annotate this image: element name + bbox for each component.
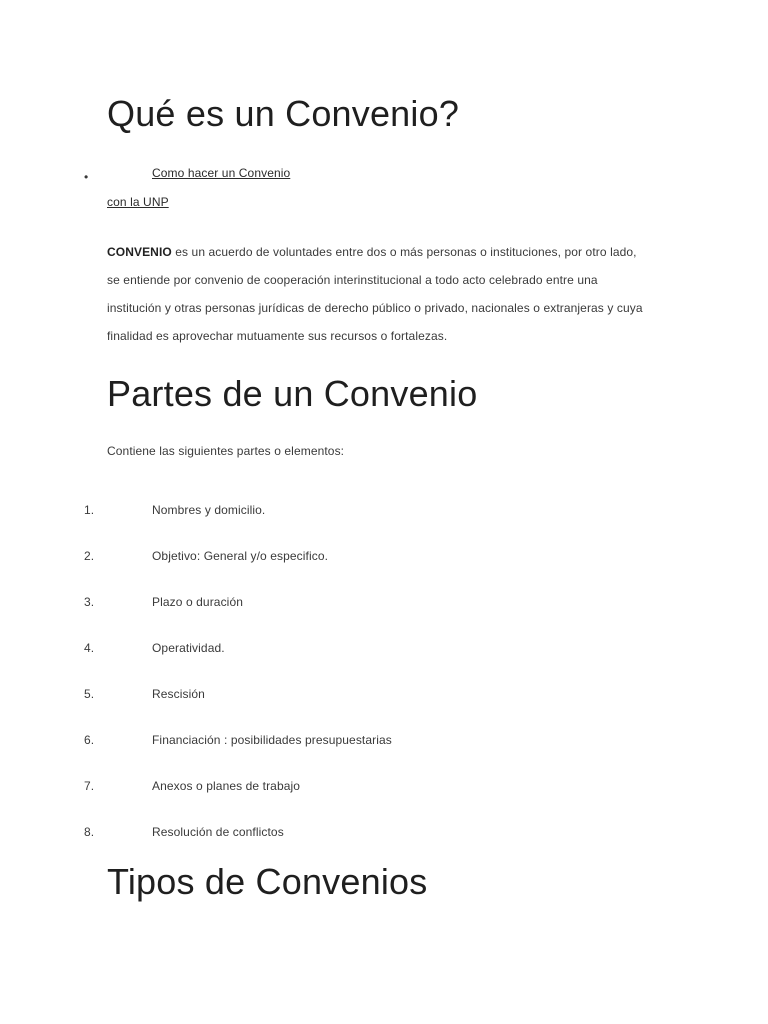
list-item-text: Operatividad. [152, 641, 225, 655]
list-item-number: 8. [84, 825, 95, 839]
list-item-text: Plazo o duración [152, 595, 243, 609]
definition-paragraph [107, 238, 677, 350]
list-item-text: Resolución de conflictos [152, 825, 284, 839]
list-item-number: 5. [84, 687, 95, 701]
bullet-marker: • [84, 170, 89, 184]
list-item-text: Rescisión [152, 687, 205, 701]
link-con-la-unp[interactable]: con la UNP [107, 195, 169, 209]
list-item-number: 3. [84, 595, 95, 609]
list-item-text: Nombres y domicilio. [152, 503, 266, 517]
list-item-number: 1. [84, 503, 95, 517]
paragraph-line-1 [107, 238, 677, 266]
heading-partes-de-un-convenio: Partes de un Convenio [107, 373, 478, 414]
heading-que-es-un-convenio: Qué es un Convenio? [107, 93, 460, 134]
list-item-text: Anexos o planes de trabajo [152, 779, 301, 793]
paragraph-bold-term: CONVENIO [107, 245, 172, 259]
list-item-number: 2. [84, 549, 95, 563]
heading-tipos-de-convenios: Tipos de Convenios [107, 861, 428, 902]
list-item-number: 4. [84, 641, 95, 655]
paragraph-line-3: institución y otras personas jurídicas de derecho público o privado, nacionales o extranjeras y cuya [107, 301, 643, 315]
list-item-text: Objetivo: General y/o especifico. [152, 549, 329, 563]
paragraph-line-4: finalidad es aprovechar mutuamente sus recursos o fortalezas. [107, 329, 448, 343]
link-como-hacer-convenio[interactable]: Como hacer un Convenio [152, 166, 291, 180]
parts-intro-text: Contiene las siguientes partes o elementos: [107, 444, 345, 458]
paragraph-line-1-text: es un acuerdo de voluntades entre dos o más personas o instituciones, por otro lado, [171, 245, 637, 259]
paragraph-line-2: se entiende por convenio de cooperación interinstitucional a todo acto celebrado entre una [107, 273, 598, 287]
list-item-text: Financiación : posibilidades presupuestarias [152, 733, 392, 747]
list-item-number: 6. [84, 733, 95, 747]
list-item-number: 7. [84, 779, 95, 793]
